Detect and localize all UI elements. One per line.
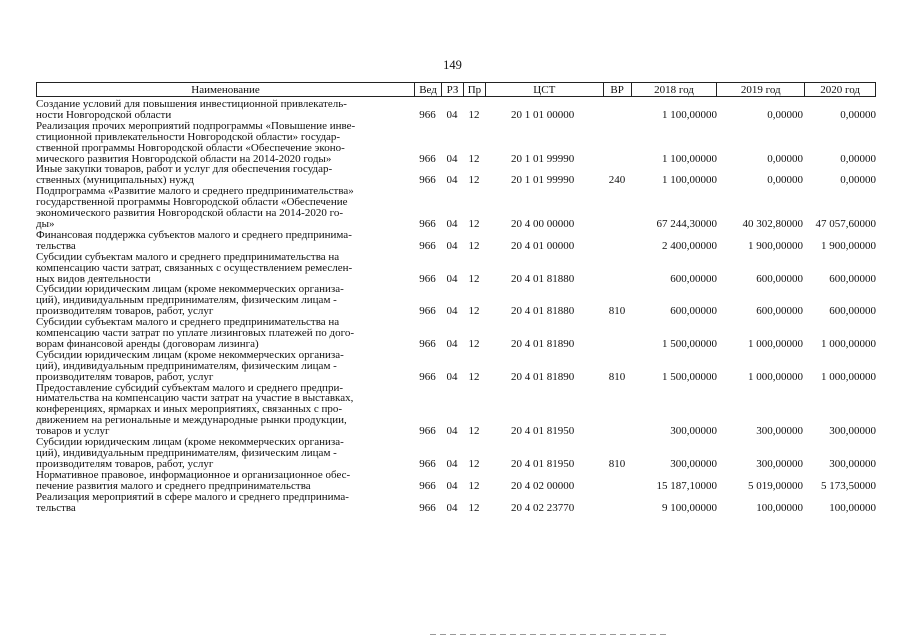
cell-name [36,164,414,186]
cell-pr: 12 [468,501,480,514]
cell-2020: 0,00000 [840,174,876,187]
cell-ved: 966 [419,108,436,121]
cell-cst: 20 4 00 00000 [511,217,575,230]
cell-ved: 966 [419,152,436,165]
name-line: печение развития малого и среднего предпринимательства [36,479,311,492]
cell-vr: 810 [608,370,626,383]
cell-pr: 12 [468,305,480,318]
cell-rz: 04 [446,272,458,285]
name-line: стиционной привлекательности Новгородской области» государ- [36,130,341,143]
name-line: Нормативное правовое, информационное и организационное обес- [36,468,351,481]
name-line: ности Новгородской области [36,108,172,121]
cell-ved: 966 [419,217,436,230]
cell-2020: 600,00000 [829,272,876,285]
name-line: ных видов деятельности [36,272,151,285]
cell-2018: 2 400,00000 [662,239,717,252]
budget-table [36,82,876,513]
name-line: ственных (муниципальных) нужд [36,174,194,187]
cell-rz: 04 [446,305,458,318]
cell-rz: 04 [446,501,458,514]
cell-name [36,186,414,230]
name-line: тельства [36,501,76,514]
cell-2019: 1 000,00000 [748,337,803,350]
header-cst: ЦСТ [485,83,603,96]
cell-pr: 12 [468,457,480,470]
cell-cst: 20 4 01 81890 [511,337,575,350]
name-line: компенсацию части затрат по уплате лизинговых платежей по дого- [36,327,355,340]
cell-2019: 5 019,00000 [748,479,803,492]
name-line: ций), индивидуальным предпринимателям, физическим лицам - [36,359,337,372]
cell-pr: 12 [468,152,480,165]
cell-name [36,492,414,514]
name-line: Субсидии юридическим лицам (кроме некоммерческих организа- [36,348,344,361]
cell-name [36,284,414,317]
cell-cst: 20 4 02 00000 [511,479,575,492]
cell-ved: 966 [419,272,436,285]
cell-2020: 1 000,00000 [821,337,876,350]
name-line: Иные закупки товаров, работ и услуг для обеспечения государ- [36,163,333,176]
name-line: компенсацию части затрат, связанных с осуществлением ремеслен- [36,261,353,274]
table-row [36,164,876,186]
cell-2019: 1 000,00000 [748,370,803,383]
cell-cst: 20 4 01 81880 [511,272,575,285]
cell-2018: 600,00000 [670,272,717,285]
cell-cst: 20 1 01 99990 [511,152,575,165]
cell-2019: 300,00000 [756,457,803,470]
cell-2018: 1 100,00000 [662,174,717,187]
name-line: производителям товаров, работ, услуг [36,305,214,318]
cell-ved: 966 [419,370,436,383]
cell-cst: 20 4 01 81890 [511,370,575,383]
cell-name [36,350,414,383]
cell-pr: 12 [468,370,480,383]
cell-pr: 12 [468,239,480,252]
name-line: Реализация прочих мероприятий подпрограммы «Повышение инве- [36,119,356,132]
name-line: экономического развития Новгородской области на 2014-2020 го- [36,207,344,220]
name-line: нимательства на компенсацию части затрат на участие в выставках, [36,392,354,405]
cell-2019: 300,00000 [756,425,803,438]
cell-2020: 100,00000 [829,501,876,514]
cell-2018: 1 100,00000 [662,152,717,165]
cell-2018: 600,00000 [670,305,717,318]
name-line: Создание условий для повышения инвестиционной привлекатель- [36,98,347,110]
cell-vr: 810 [608,457,626,470]
table-row [36,284,876,317]
cell-name [36,230,414,252]
cell-pr: 12 [468,337,480,350]
cell-2018: 15 187,10000 [656,479,717,492]
cell-rz: 04 [446,152,458,165]
cell-2020: 300,00000 [829,425,876,438]
name-line: Субсидии юридическим лицам (кроме некоммерческих организа- [36,283,344,296]
cell-rz: 04 [446,108,458,121]
cell-pr: 12 [468,217,480,230]
cell-name [36,99,414,121]
cell-2018: 1 500,00000 [662,370,717,383]
name-line: Субсидии субъектам малого и среднего предпринимательства на [36,316,340,329]
table-row [36,317,876,350]
cell-ved: 966 [419,305,436,318]
cell-2018: 300,00000 [670,457,717,470]
cell-cst: 20 1 01 00000 [511,108,575,121]
cell-rz: 04 [446,457,458,470]
cell-rz: 04 [446,425,458,438]
cell-ved: 966 [419,425,436,438]
cell-2018: 1 100,00000 [662,108,717,121]
name-line: государственной программы Новгородской области «Обеспечение [36,196,348,209]
header-ved: Вед [414,83,441,96]
cell-cst: 20 4 01 81880 [511,305,575,318]
cell-vr: 240 [608,174,626,187]
cell-2019: 0,00000 [767,108,803,121]
name-line: товаров и услуг [36,425,110,438]
cell-2019: 600,00000 [756,305,803,318]
cell-name [36,252,414,285]
cell-rz: 04 [446,174,458,187]
cell-ved: 966 [419,239,436,252]
cell-2020: 0,00000 [840,152,876,165]
table-row [36,99,876,121]
cell-2020: 5 173,50000 [821,479,876,492]
cell-cst: 20 4 02 23770 [511,501,575,514]
cell-ved: 966 [419,457,436,470]
name-line: Субсидии юридическим лицам (кроме некоммерческих организа- [36,436,344,449]
cell-2019: 0,00000 [767,174,803,187]
cell-vr: 810 [608,305,626,318]
table-row [36,350,876,383]
cell-2019: 0,00000 [767,152,803,165]
cell-2020: 47 057,60000 [815,217,876,230]
table-row [36,437,876,470]
table-row [36,252,876,285]
cell-2018: 67 244,30000 [656,217,717,230]
header-pr: Пр [463,83,485,96]
name-line: Финансовая поддержка субъектов малого и среднего предпринима- [36,228,352,241]
cell-pr: 12 [468,174,480,187]
name-line: мического развития Новгородской области на 2014-2020 годы» [36,152,332,165]
cell-cst: 20 4 01 00000 [511,239,575,252]
table-row [36,230,876,252]
cell-2018: 300,00000 [670,425,717,438]
cell-rz: 04 [446,370,458,383]
scan-artifact [430,634,670,635]
name-line: производителям товаров, работ, услуг [36,370,214,383]
cell-rz: 04 [446,217,458,230]
cell-ved: 966 [419,337,436,350]
header-vr: ВР [603,83,631,96]
table-row [36,470,876,492]
page-number: 149 [443,58,462,72]
cell-name [36,470,414,492]
table-row [36,383,876,438]
header-2018: 2018 год [631,83,717,96]
name-line: тельства [36,239,76,252]
cell-2019: 600,00000 [756,272,803,285]
cell-name [36,121,414,165]
cell-rz: 04 [446,337,458,350]
table-body [36,99,876,513]
cell-name [36,437,414,470]
name-line: Субсидии субъектам малого и среднего предпринимательства на [36,250,340,263]
table-row [36,121,876,165]
table-row [36,186,876,230]
table-header [36,82,876,97]
name-line: ций), индивидуальным предпринимателям, физическим лицам - [36,447,337,459]
cell-cst: 20 1 01 99990 [511,174,575,187]
name-line: Предоставление субсидий субъектам малого и среднего предпри- [36,381,343,394]
header-rz: РЗ [441,83,463,96]
name-line: Подпрограмма «Развитие малого и среднего предпринимательства» [36,185,354,198]
cell-cst: 20 4 01 81950 [511,457,575,470]
cell-ved: 966 [419,174,436,187]
cell-2019: 40 302,80000 [742,217,803,230]
name-line: ственной программы Новгородской области «Обеспечение эконо- [36,141,345,154]
cell-2019: 1 900,00000 [748,239,803,252]
name-line: ворам финансовой аренды (договорам лизинга) [36,337,259,350]
cell-name [36,317,414,350]
cell-ved: 966 [419,501,436,514]
cell-rz: 04 [446,239,458,252]
name-line: ды» [36,217,55,230]
header-2020: 2020 год [804,83,875,96]
name-line: ций), индивидуальным предпринимателям, физическим лицам - [36,294,337,307]
cell-pr: 12 [468,425,480,438]
cell-2020: 1 000,00000 [821,370,876,383]
cell-2019: 100,00000 [756,501,803,514]
name-line: производителям товаров, работ, услуг [36,457,214,470]
cell-pr: 12 [468,108,480,121]
table-row [36,492,876,514]
name-line: конференциях, ярмарках и иных мероприятиях, связанных с про- [36,403,343,416]
cell-cst: 20 4 01 81950 [511,425,575,438]
cell-name [36,383,414,438]
cell-rz: 04 [446,479,458,492]
cell-2020: 1 900,00000 [821,239,876,252]
cell-2018: 1 500,00000 [662,337,717,350]
header-2019: 2019 год [716,83,804,96]
name-line: Реализация мероприятий в сфере малого и среднего предпринима- [36,490,349,503]
cell-2020: 300,00000 [829,457,876,470]
name-line: движением на региональные и международные рынки продукции, [36,414,347,427]
cell-pr: 12 [468,272,480,285]
cell-2018: 9 100,00000 [662,501,717,514]
cell-ved: 966 [419,479,436,492]
header-name: Наименование [191,84,260,96]
cell-pr: 12 [468,479,480,492]
cell-2020: 600,00000 [829,305,876,318]
cell-2020: 0,00000 [840,108,876,121]
